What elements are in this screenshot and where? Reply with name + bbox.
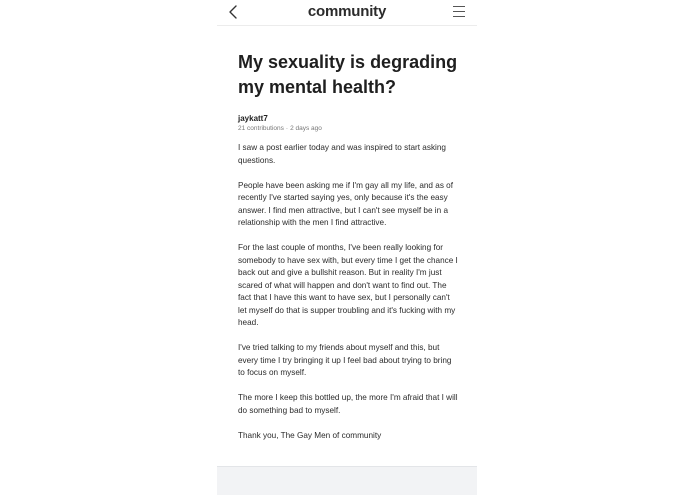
menu-button[interactable] (452, 5, 466, 18)
site-logo[interactable]: community (307, 3, 387, 20)
post-paragraph: People have been asking me if I'm gay all my life, and as of recently I've started saying yes, only because it's the easy answer. I find men attractive, but I can't see myself be in a relationship with the men I find attractive. (238, 180, 454, 227)
contribution-count: 21 contributions (238, 125, 284, 132)
post-paragraph: For the last couple of months, I've been really looking for somebody to have sex with, but every time I get the chance I back out and give a bullshit reason. But in reality I'm just scared of what will happen and don't want to find out. The fact that I have this want to have sex, but I personally can't let myself do that is supper troubling and it's fucking with my head. (238, 243, 458, 327)
post-paragraph: I saw a post earlier today and was inspired to start asking questions. (238, 143, 446, 165)
post-title: My sexuality is degrading my mental health? (238, 52, 458, 97)
footer-strip (217, 466, 477, 495)
mobile-page (217, 0, 477, 494)
post-signoff: Thank you, The Gay Men of community (238, 430, 382, 440)
post-paragraph: The more I keep this bottled up, the more I'm afraid that I will do something bad to myself. (238, 393, 458, 415)
hamburger-menu-icon (452, 5, 466, 18)
post-meta (238, 124, 460, 133)
top-nav-bar (217, 0, 477, 26)
author-name[interactable]: jaykatt7 (238, 114, 268, 123)
post-article (238, 50, 460, 455)
post-timestamp: 2 days ago (290, 125, 322, 132)
post-paragraph: I've tried talking to my friends about myself and this, but every time I try bringing it up I feel bad about trying to bring to focus on myself. (238, 343, 452, 377)
meta-separator: · (285, 125, 289, 132)
post-body (238, 142, 460, 442)
